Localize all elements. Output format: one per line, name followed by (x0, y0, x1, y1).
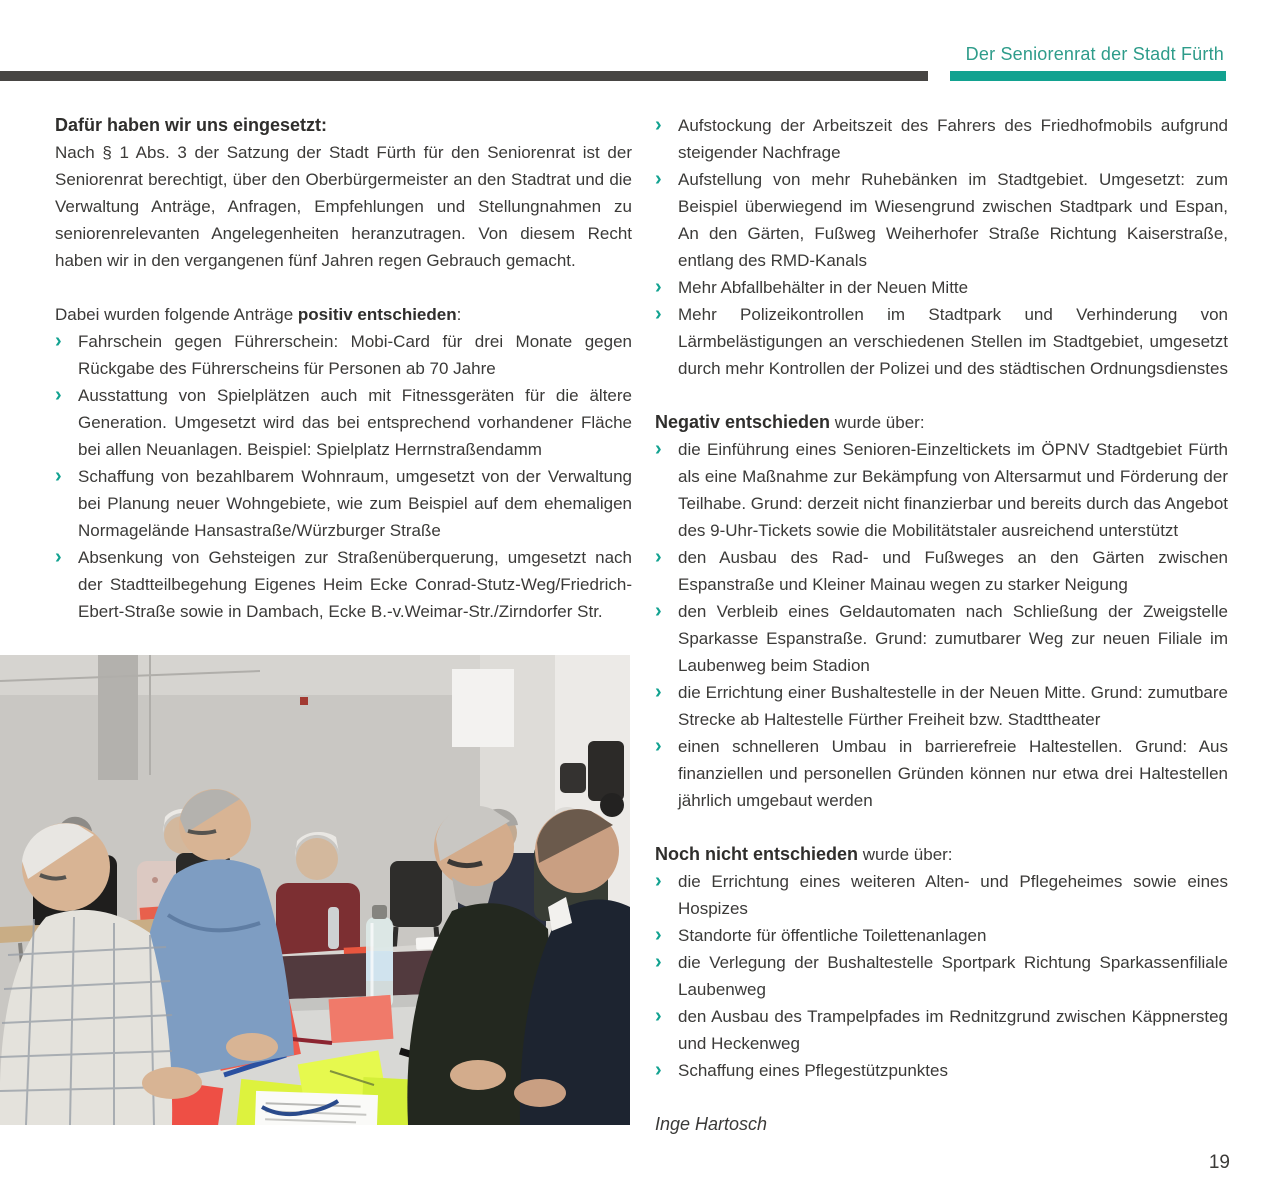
bullet-text: Schaffung von bezahlbarem Wohnraum, umgesetzt von der Verwaltung bei Planung neuer Wohngebiete, wie zum Beispiel auf dem ehemaligen Normagelände Hansastraße/Würzburger Straße (78, 467, 632, 540)
list-item (55, 382, 632, 463)
bullet-text: die Einführung eines Senioren-Einzeltickets im ÖPNV Stadtgebiet Fürth als eine Maßnahme zur Bekämpfung von Altersarmut und Förderung der Teilhabe. Grund: derzeit nicht finanzierbar und bereits durch das Angebot des 9-Uhr-Tickets sowie die Mobilitätstaler ausreichend unterstützt (678, 440, 1229, 540)
list-item (55, 328, 632, 382)
list-item (55, 544, 632, 625)
list-item (655, 166, 1228, 274)
chevron-bullet-icon: › (655, 600, 662, 622)
positive-decisions-list-continued (655, 112, 1228, 382)
list-item (655, 868, 1228, 922)
bullet-text: die Verlegung der Bushaltestelle Sportpark Richtung Sparkassenfiliale Laubenweg (678, 953, 1228, 999)
chevron-bullet-icon: › (655, 276, 662, 298)
chevron-bullet-icon: › (655, 114, 662, 136)
author-signature: Inge Hartosch (655, 1114, 768, 1134)
bullet-text: die Errichtung eines weiteren Alten- und Pflegeheimes sowie eines Hospizes (678, 872, 1228, 918)
spacer (55, 274, 632, 301)
chevron-bullet-icon: › (655, 1059, 662, 1081)
chevron-bullet-icon: › (655, 735, 662, 757)
page-number: 19 (1208, 1152, 1230, 1173)
list-item (655, 274, 1228, 301)
chevron-bullet-icon: › (655, 681, 662, 703)
section-heading-negative (655, 409, 1228, 436)
bullet-text: Absenkung von Gehsteigen zur Straßenüberquerung, umgesetzt nach der Stadtteilbegehung Eigenes Heim Ecke Conrad-Stutz-Weg/Friedrich-Ebert-Straße sowie in Dambach, Ecke B.-v.Weimar-Str./Zirndorfer Str. (78, 548, 632, 621)
list-item (655, 733, 1228, 814)
section-heading-engagement: Dafür haben wir uns eingesetzt: (55, 115, 328, 135)
chevron-bullet-icon: › (55, 330, 62, 352)
chevron-bullet-icon: › (55, 384, 62, 406)
list-item (655, 949, 1228, 1003)
water-bottle (366, 905, 393, 1009)
divider-bar-dark (0, 71, 928, 81)
chevron-bullet-icon: › (655, 924, 662, 946)
chevron-bullet-icon: › (655, 951, 662, 973)
chevron-bullet-icon: › (655, 168, 662, 190)
intro-paragraph: Nach § 1 Abs. 3 der Satzung der Stadt Fürth für den Seniorenrat ist der Seniorenrat berechtigt, über den Oberbürgermeister an den Stadtrat und die Verwaltung Anträge, Anfragen, Empfehlungen und Stellungnahmen zu seniorenrelevanten Angelegenheiten heranzutragen. Von diesem Recht haben wir in den vergangenen fünf Jahren regen Gebrauch gemacht. (55, 143, 632, 270)
right-column (655, 112, 1228, 1138)
list-item (655, 301, 1228, 382)
bullet-text: den Verbleib eines Geldautomaten nach Schließung der Zweigstelle Sparkasse Espanstraße. Grund: zumutbarer Weg zur neuen Filiale im Laubenweg beim Stadion (678, 602, 1228, 675)
chevron-bullet-icon: › (55, 546, 62, 568)
meeting-photo (0, 655, 630, 1125)
positive-list-intro (55, 301, 632, 328)
list-item (655, 679, 1228, 733)
bullet-text: Schaffung eines Pflegestützpunktes (678, 1061, 948, 1080)
list-item (655, 1003, 1228, 1057)
bullet-text: Aufstockung der Arbeitszeit des Fahrers des Friedhofmobils aufgrund steigender Nachfrage (678, 116, 1228, 162)
chevron-bullet-icon: › (55, 465, 62, 487)
spacer (655, 382, 1228, 409)
list-item (655, 598, 1228, 679)
positive-decisions-list (55, 328, 632, 625)
list-item (655, 436, 1228, 544)
list-item (655, 112, 1228, 166)
bullet-text: Mehr Polizeikontrollen im Stadtpark und Verhinderung von Lärmbelästigungen an verschiedenen Stellen im Stadtgebiet, umgesetzt durch mehr Kontrollen der Polizei und des städtischen Ordnungsdienstes (678, 305, 1228, 378)
bullet-text: Fahrschein gegen Führerschein: Mobi-Card für drei Monate gegen Rückgabe des Führerscheins für Personen ab 70 Jahre (78, 332, 632, 378)
running-header-title: Der Seniorenrat der Stadt Fürth (965, 44, 1224, 64)
chevron-bullet-icon: › (655, 438, 662, 460)
positive-list-intro-pre: Dabei wurden folgende Anträge (55, 305, 298, 324)
undecided-heading-rest: wurde über: (858, 845, 953, 864)
sticky-note-salmon (329, 995, 394, 1043)
bullet-text: Aufstellung von mehr Ruhebänken im Stadtgebiet. Umgesetzt: zum Beispiel überwiegend im Wiesengrund zwischen Stadtpark und Espan, An den Gärten, Fußweg Weiherhofer Straße Richtung Kaiserstraße, entlang des RMD-Kanals (678, 170, 1228, 270)
undecided-heading-bold: Noch nicht entschieden (655, 844, 859, 864)
paper-sheet (254, 1091, 378, 1125)
meeting-photo-illustration (0, 655, 630, 1125)
spacer (655, 814, 1228, 841)
undecided-list (655, 868, 1228, 1084)
chevron-bullet-icon: › (655, 1005, 662, 1027)
bullet-text: Standorte für öffentliche Toilettenanlagen (678, 926, 987, 945)
negative-heading-rest: wurde über: (830, 413, 925, 432)
section-heading-undecided (655, 841, 1228, 868)
bullet-text: einen schnelleren Umbau in barrierefreie Haltestellen. Grund: Aus finanziellen und personellen Gründen können nur etwa drei Haltestellen jährlich umgebaut werden (678, 737, 1228, 810)
negative-heading-bold: Negativ entschieden (655, 412, 831, 432)
negative-decisions-list (655, 436, 1228, 814)
chevron-bullet-icon: › (655, 870, 662, 892)
bullet-text: Mehr Abfallbehälter in der Neuen Mitte (678, 278, 969, 297)
list-item (655, 922, 1228, 949)
bullet-text: die Errichtung einer Bushaltestelle in der Neuen Mitte. Grund: zumutbare Strecke ab Haltestelle Fürther Freiheit bzw. Stadttheater (678, 683, 1228, 729)
bullet-text: Ausstattung von Spielplätzen auch mit Fitnessgeräten für die ältere Generation. Umgesetzt wird das bei entsprechend vorhandener Fläche bei allen Neuanlagen. Beispiel: Spielplatz Herrnstraßendamm (78, 386, 632, 459)
list-item (655, 1057, 1228, 1084)
positive-list-intro-post: : (456, 305, 462, 324)
positive-list-intro-bold: positiv entschieden (297, 305, 457, 324)
list-item (55, 463, 632, 544)
chevron-bullet-icon: › (655, 303, 662, 325)
left-column (55, 112, 632, 625)
chevron-bullet-icon: › (655, 546, 662, 568)
bullet-text: den Ausbau des Trampelpfades im Rednitzgrund zwischen Käppnersteg und Heckenweg (678, 1007, 1228, 1053)
divider-bar-teal (950, 71, 1226, 81)
bullet-text: den Ausbau des Rad- und Fußweges an den Gärten zwischen Espanstraße und Kleiner Mainau wegen zu starker Neigung (678, 548, 1228, 594)
list-item (655, 544, 1228, 598)
